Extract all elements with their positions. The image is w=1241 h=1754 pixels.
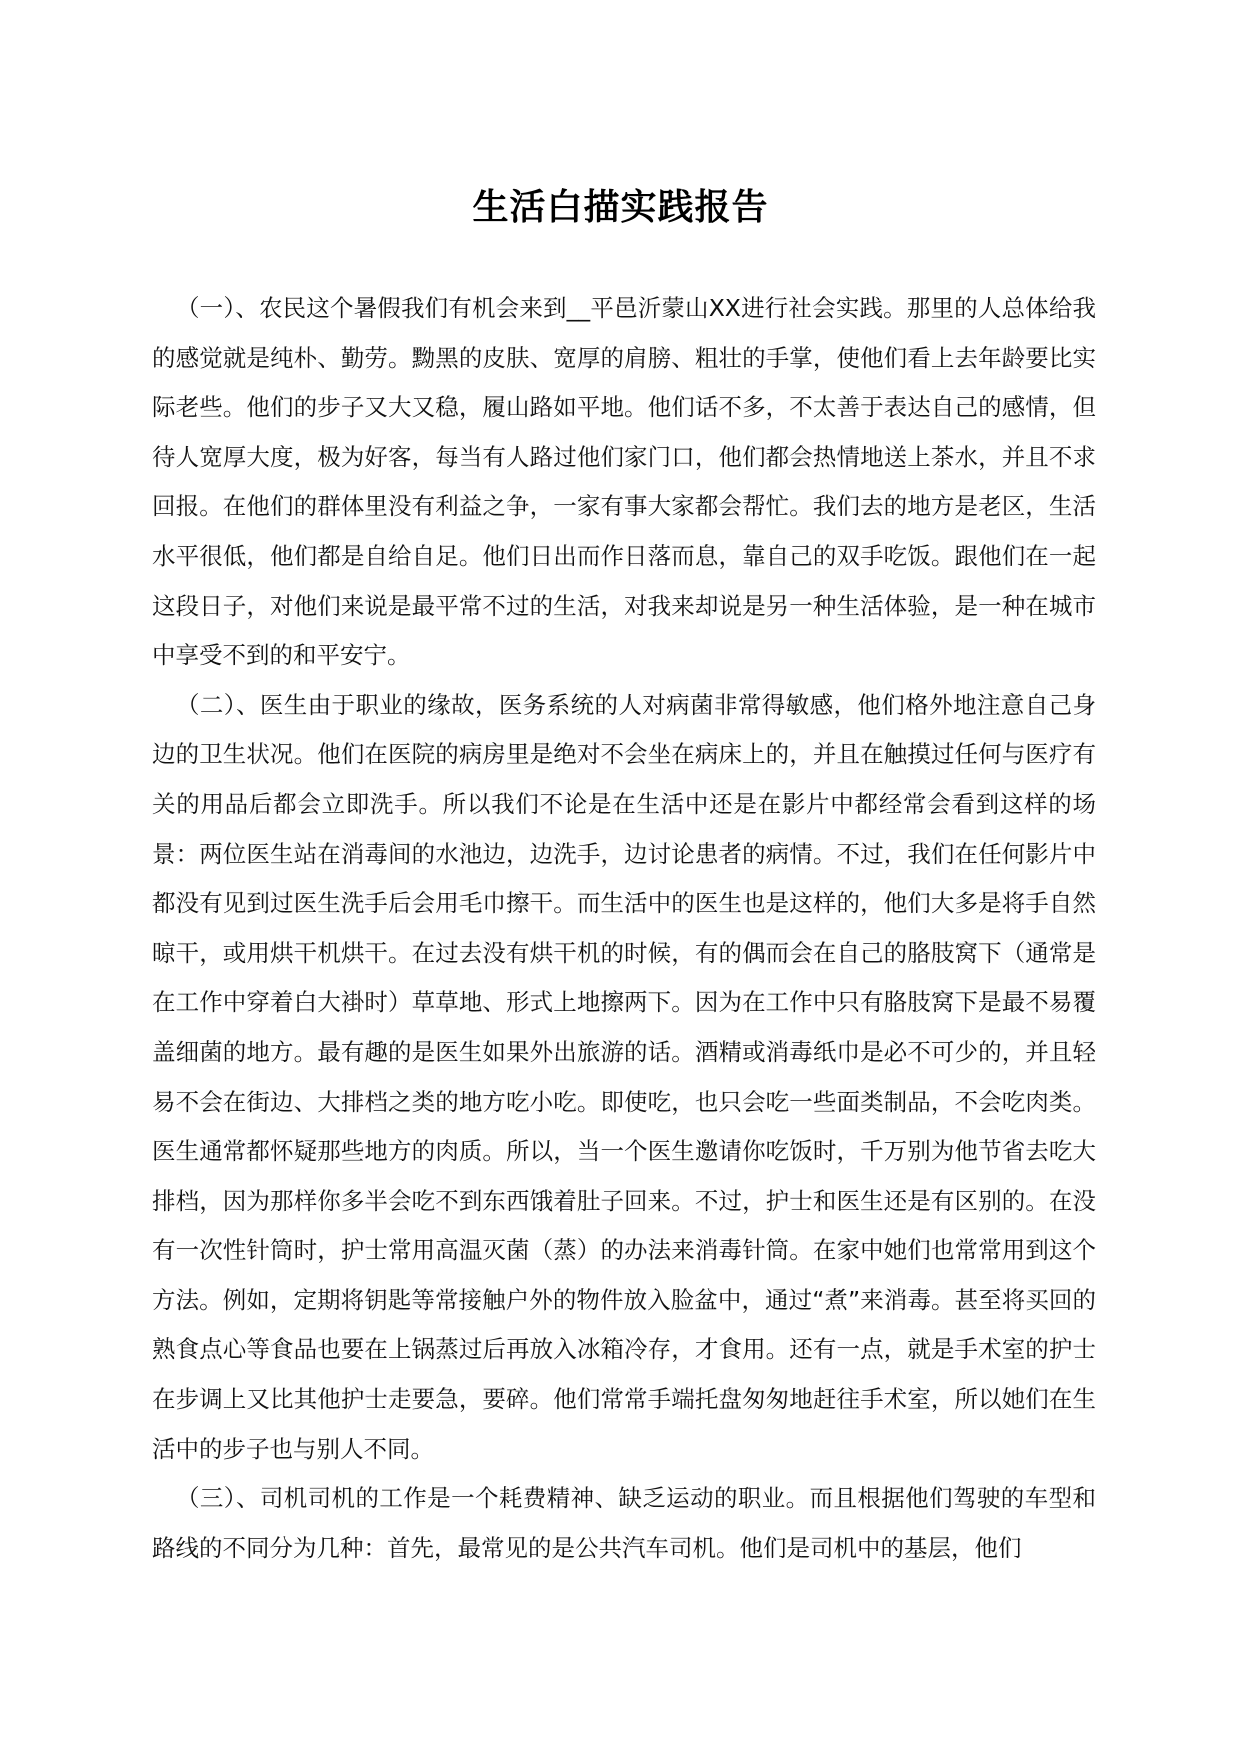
paragraph-doctors: （二）、医生由于职业的缘故，医务系统的人对病菌非常得敏感，他们格外地注意自己身边的卫生状况。他们在医院的病房里是绝对不会坐在病床上的，并且在触摸过任何与医疗有关的用品后都会立即洗手。所以我们不论是在生活中还是在影片中都经常会看到这样的场景：两位医生站在消毒间的水池边，边洗手，边讨论患者的病情。不过，我们在任何影片中都没有见到过医生洗手后会用毛巾擦干。而生活中的医生也是这样的，他们大多是将手自然晾干，或用烘干机烘干。在过去没有烘干机的时候，有的偶而会在自己的胳肢窝下（通常是在工作中穿着白大褂时）草草地、形式上地擦两下。因为在工作中只有胳肢窝下是最不易覆盖细菌的地方。最有趣的是医生如果外出旅游的话。酒精或消毒纸巾是必不可少的，并且轻易不会在街边、大排档之类的地方吃小吃。即使吃，也只会吃一些面类制品，不会吃肉类。医生通常都怀疑那些地方的肉质。所以，当一个医生邀请你吃饭时，千万别为他节省去吃大排档，因为那样你多半会吃不到东西饿着肚子回来。不过，护士和医生还是有区别的。在没有一次性针筒时，护士常用高温灭菌（蒸）的办法来消毒针筒。在家中她们也常常用到这个方法。例如，定期将钥匙等常接触户外的物件放入脸盆中，通过“煮”来消毒。甚至将买回的熟食点心等食品也要在上锅蒸过后再放入冰箱冷存，才食用。还有一点，就是手术室的护士在步调上又比其他护士走要急，要碎。他们常常手端托盘匆匆地赶往手术室，所以她们在生活中的步子也与别人不同。 bbox=[152, 690, 1096, 1463]
document-title: 生活白描实践报告 bbox=[472, 187, 769, 229]
paragraph-drivers: （三）、司机司机的工作是一个耗费精神、缺乏运动的职业。而且根据他们驾驶的车型和路线的不同分为几种：首先，最常见的是公共汽车司机。他们是司机中的基层，他们 bbox=[152, 1484, 1096, 1562]
paragraph-farmers: （一）、农民这个暑假我们有机会来到__平邑沂蒙山XX进行社会实践。那里的人总体给我的感觉就是纯朴、勤劳。黝黑的皮肤、宽厚的肩膀、粗壮的手掌，使他们看上去年龄要比实际老些。他们的步子又大又稳，履山路如平地。他们话不多，不太善于表达自己的感情，但待人宽厚大度，极为好客，每当有人路过他们家门口，他们都会热情地送上茶水，并且不求回报。在他们的群体里没有利益之争，一家有事大家都会帮忙。我们去的地方是老区，生活水平很低，他们都是自给自足。他们日出而作日落而息，靠自己的双手吃饭。跟他们在一起这段日子，对他们来说是最平常不过的生活，对我来却说是另一种生活体验，是一种在城市中享受不到的和平安宁。 bbox=[152, 294, 1096, 670]
document-body bbox=[152, 284, 1096, 1573]
